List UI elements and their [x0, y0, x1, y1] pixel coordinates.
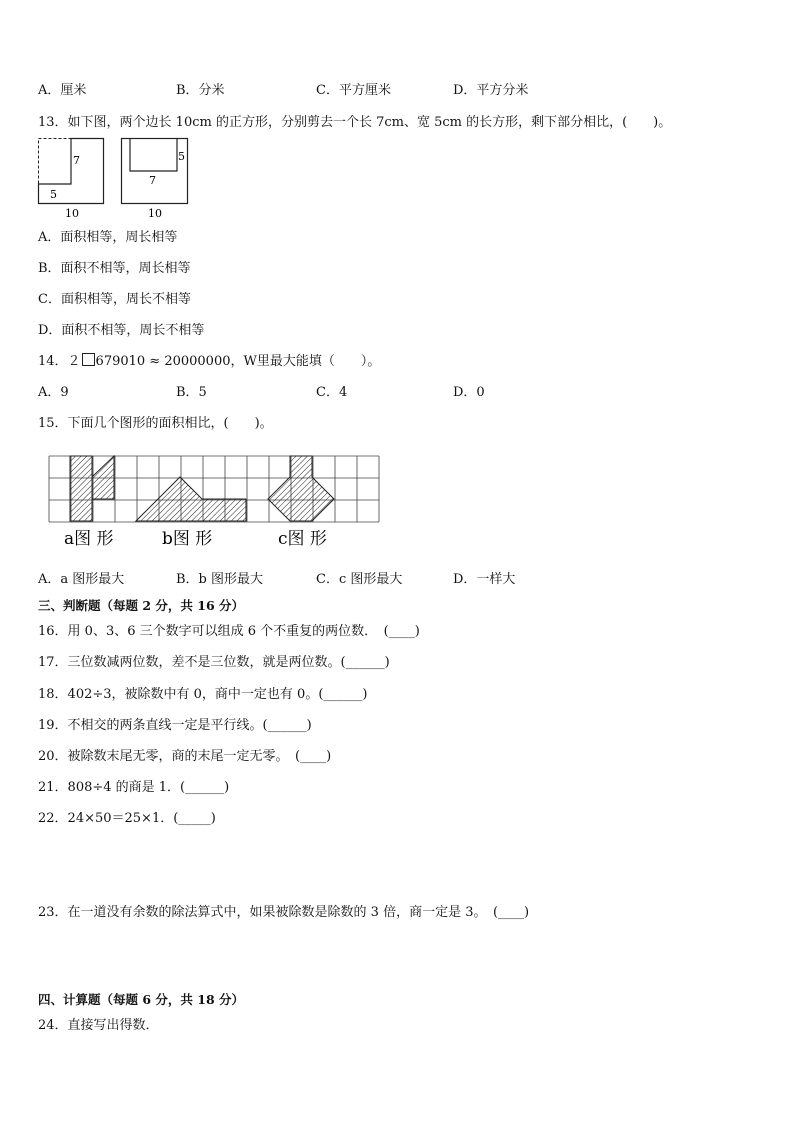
- q15-figure: [48, 455, 384, 551]
- q20: 20．被除数末尾无零，商的末尾一定无零。 (____): [38, 749, 332, 764]
- q15-stem: 15．下面几个图形的面积相比，( )。: [38, 416, 273, 431]
- q15-shape-a-part: [92, 456, 114, 499]
- q15-shape-b: [136, 477, 246, 521]
- q18: 18．402÷3，被除数中有 0，商中一定也有 0。(______): [38, 687, 368, 702]
- q15-label-c: c图 形: [278, 529, 327, 549]
- q13-right-label-7: 7: [149, 174, 156, 187]
- q24: 24．直接写出得数．: [38, 1018, 159, 1033]
- q13-figure-right: [122, 139, 188, 204]
- q15-option-c: C．c 图形最大: [316, 572, 403, 587]
- q15-label-a: a图 形: [64, 529, 114, 549]
- q22: 22．24×50＝25×1．(_____): [38, 811, 216, 826]
- q19: 19．不相交的两条直线一定是平行线。(______): [38, 718, 312, 733]
- q14-stem: [38, 353, 380, 371]
- q14-option-c: C．4: [316, 385, 348, 400]
- q13-option-c: C．面积相等，周长不相等: [38, 292, 191, 307]
- q13-option-b: B．面积不相等，周长相等: [38, 261, 191, 276]
- q12-option-d: D．平方分米: [453, 83, 529, 98]
- q13-option-a: A．面积相等，周长相等: [38, 230, 178, 245]
- q14-option-b: B．5: [176, 385, 207, 400]
- q13-right-label-5: 5: [178, 150, 185, 163]
- q15-option-d: D．一样大: [453, 572, 516, 587]
- blank-box-icon: [82, 353, 95, 366]
- q13-left-label-5: 5: [50, 188, 57, 201]
- section4-title: 四、计算题（每题 6 分，共 18 分）: [38, 992, 245, 1007]
- q15-option-a: A．a 图形最大: [38, 572, 125, 587]
- q14-stem-pre: 14．２: [38, 354, 81, 369]
- q12-option-a: A．厘米: [38, 83, 87, 98]
- q14-option-a: A．9: [38, 385, 69, 400]
- q13-option-d: D．面积不相等，周长不相等: [38, 323, 205, 338]
- q13-left-label-7: 7: [73, 154, 80, 167]
- q16: 16．用 0、3、6 三个数字可以组成 6 个不重复的两位数． (____): [38, 624, 420, 639]
- q15-label-b: b图 形: [162, 529, 213, 549]
- q15-shape-c: [268, 456, 334, 521]
- q13-figure: [36, 136, 196, 222]
- q14-stem-post: 679010 ≈ 20000000，W里最大能填（ ）。: [95, 354, 381, 369]
- q13-figure-left: [39, 139, 104, 204]
- q13-stem: 13．如下图，两个边长 10cm 的正方形，分别剪去一个长 7cm、宽 5cm 的长方形，剩下部分相比，( )。: [38, 115, 672, 130]
- section3-title: 三、判断题（每题 2 分，共 16 分）: [38, 598, 245, 613]
- q23: 23．在一道没有余数的除法算式中，如果被除数是除数的 3 倍，商一定是 3。 (____): [38, 905, 530, 920]
- q21: 21．808÷4 的商是 1．(______): [38, 780, 230, 795]
- q12-option-c: C．平方厘米: [316, 83, 391, 98]
- q15-option-b: B．b 图形最大: [176, 572, 264, 587]
- q15-shape-a: [70, 456, 92, 521]
- q13-left-label-10: 10: [65, 207, 79, 220]
- q17: 17．三位数减两位数，差不是三位数，就是两位数。(______): [38, 655, 390, 670]
- q14-option-d: D．0: [453, 385, 485, 400]
- q12-option-b: B．分米: [176, 83, 225, 98]
- q13-right-label-10: 10: [148, 207, 162, 220]
